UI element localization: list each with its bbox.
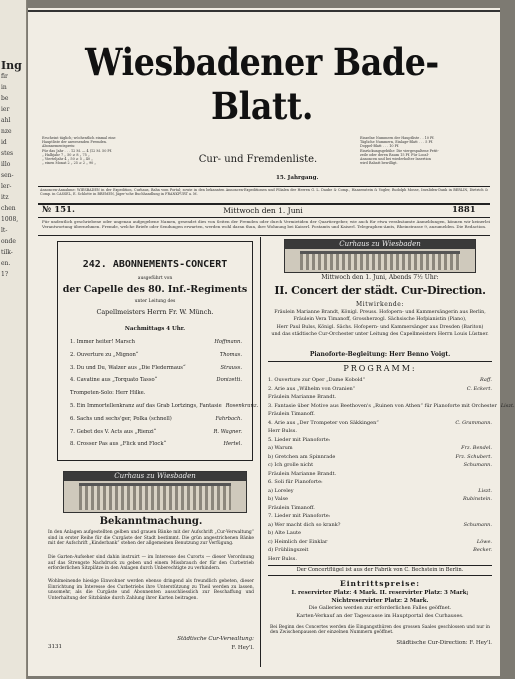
program-composer: Becker.	[473, 547, 492, 553]
margin-fragment: lt-	[1, 227, 8, 234]
program-row	[70, 438, 242, 451]
program-row	[268, 427, 492, 436]
margin-fragment: Ing	[1, 59, 22, 72]
program-title: 4. Cavatine aus „Torquato Tasso“	[70, 377, 158, 384]
masthead-title: Wiesbadener Bade-Blatt.	[85, 40, 439, 128]
performed-by: ausgeführt von	[137, 276, 173, 281]
bekanntmachung-p1: In den Anlagen aufgestellten gelben und grauen Bänke mit der Aufschrift „Cur-Verwaltung“ sind in erster Reihe für die Curgäste der Stadt bestimmt. Die grün angestrichenen Bänke mit der Aufschrift „Kinderbank“ stehen der allgemeinen Benutzung zur Verfügung.	[48, 530, 254, 547]
program-row	[268, 470, 492, 479]
program-title: b) Valse	[268, 496, 288, 502]
bechstein-note: Der Concertflügel ist aus der Fabrik von C. Bechstein in Berlin.	[296, 567, 464, 573]
program-row	[70, 362, 242, 375]
margin-fragment: illo	[1, 161, 11, 168]
curhaus-banner-text-right: Curhaus zu Wiesbaden	[285, 240, 475, 249]
program-composer: C. Eckert.	[466, 385, 492, 392]
newspaper-page	[28, 8, 515, 676]
bandleader: Capellmeisters Herrn Fr. W. Münch.	[96, 308, 214, 316]
program-composer	[488, 436, 492, 445]
cur-direction-sign: Städtische Cur-Direction: F. Hey'l.	[396, 640, 492, 646]
program-row	[70, 400, 259, 413]
program-title: Herr Bulss.	[268, 555, 297, 562]
pricing-line: Doppel-Blatt . . . 10 Pf.	[360, 144, 400, 149]
margin-fragment: be	[1, 95, 9, 102]
curhaus-illustration-right	[284, 239, 476, 273]
program-list	[268, 376, 515, 563]
previous-page-edge	[0, 0, 27, 679]
program-title: 3. Fantasie über Motive aus Beethoven's „Ruinen von Athen“ für Pianoforte mit Orchester	[268, 402, 497, 409]
price-line: Die Gallerien werden zur erforderlichen Falles geöffnet.	[308, 605, 452, 612]
program-composer: Hertel.	[223, 441, 242, 448]
program-title: a) Wer macht dich so krank?	[268, 521, 341, 528]
piano-accompaniment: Pianoforte-Begleitung: Herr Benno Voigt.	[309, 351, 451, 358]
subscription-line: „ Halbjahr 7 „ 50 ≥ 8 „ 75 „	[42, 152, 90, 157]
price-line: I. reservirter Platz: 4 Mark. II. reservirter Platz: 3 Mark;	[291, 590, 469, 596]
program-composer: Rubinstein.	[463, 496, 492, 502]
program-row	[70, 413, 242, 426]
program-row	[70, 336, 242, 349]
programm-heading: PROGRAMM:	[343, 364, 417, 373]
subscription-line: Abonnementspreis:	[42, 144, 76, 149]
program-row	[268, 419, 492, 428]
program-composer: Strauss.	[220, 364, 242, 371]
evening-time: Mittwoch den 1. Juni, Abends 7½ Uhr:	[321, 274, 439, 281]
program-composer	[488, 427, 492, 436]
concert-heading: 242. ABONNEMENTS-CONCERT	[82, 259, 228, 270]
subscription-line: Für das Jahr . . . 12 M. — 4 (12 M. 50 Pf.	[42, 148, 112, 153]
program-composer: R. Wagner.	[213, 428, 242, 435]
program-title: d) Frühlingszeit	[268, 547, 309, 553]
program-title: 1. Immer heiter! Marsch	[70, 339, 135, 345]
subscription-line: Erscheint täglich; wöchentlich einmal eine	[42, 136, 116, 140]
program-row	[268, 538, 492, 547]
program-title: Herr Bulss.	[268, 428, 297, 434]
program-row	[70, 387, 242, 400]
margin-fragment: id	[1, 139, 7, 146]
program-row	[268, 478, 492, 487]
pricing-line: Einrückungsgebühr: Die viergespaltene Petit-	[360, 148, 439, 153]
program-composer: Raff.	[480, 377, 492, 383]
performers-list	[268, 310, 492, 339]
program-title: Fräulein Timanoff.	[268, 411, 315, 417]
program-title: b) Gretchen am Spinnrade	[268, 453, 336, 460]
subscription-line: „ einen Monat 2 „ 25 ≥ 2 „ 90 „	[42, 161, 97, 166]
subscription-line: „ Vierteljahr 4 „ 50 ≥ 5 „ 40 „	[42, 157, 93, 162]
program-composer	[488, 470, 492, 479]
program-title: a) Warum	[268, 445, 293, 451]
margin-fragment: ler-	[1, 183, 12, 190]
program-composer: Fahrbach.	[215, 415, 242, 422]
performer-line: Fräulein Marianne Brandt, Königl. Preuss. Hofopern- und Kammersängerin aus Berlin,	[274, 310, 486, 315]
program-composer	[488, 478, 492, 487]
volume-year: 15. Jahrgang.	[276, 175, 319, 181]
program-title: 5. Lieder mit Pianoforte:	[268, 436, 331, 443]
program-composer: Liszt.	[500, 402, 515, 409]
program-row	[268, 546, 492, 555]
program-row	[70, 349, 242, 362]
program-row	[268, 487, 492, 496]
margin-fragment: fir	[1, 73, 8, 80]
eintrittspreise-heading: Eintrittspreise:	[339, 579, 420, 588]
program-row	[268, 436, 492, 445]
price-line: Karten-Verkauf an der Tagescasse im Hauptportal des Curhauses.	[296, 612, 464, 619]
annoncen-info: Annoncen-Annahme: WIESBADEN in der Expedition, Curhaus, Bahn vom Portal; sowie in den bekannten Annoncen-Expeditionen und Filialen der Herren G. L. Daube & Comp., Haasenstein & Vogler, Rudolph Mosse, Invaliden-Dank in BERLIN, Dietrich & Comp. in CASSEL, E. Schlotte in BREMEN, Jäger'sche Buchhandlung in FRANKFURT a. M.	[40, 188, 488, 197]
margin-fragment: tilk-	[1, 249, 13, 256]
performer-line: Herr Paul Bulss, Königl. Sächs. Hofopern- und Kammersänger aus Dresden (Bariton)	[276, 324, 484, 330]
bekanntmachung-p3: Wohlmeinende hiesige Einwohner werden ebenso dringend als freundlich gebeten, dieser Einrichtung im Interesse des Curbetriebs ihre Unterstützung zu Theil werden zu lassen, unsomehr, als die Curgäste und Abonnenten ausschliesslich zur Beschaffung und Unterhaltung der Sitzbänke durch Zahlung ihrer Karten beitragen.	[48, 579, 254, 601]
program-title: Trompeten-Solo: Herr Hilke.	[70, 390, 146, 397]
program-title: 1. Ouverture zur Oper „Dame Kobold“	[268, 377, 366, 383]
curhaus-illustration-left	[63, 471, 247, 513]
program-title: 8. Crosser Pas aus „Flick und Flock“	[70, 441, 167, 448]
curhaus-banner-text: Curhaus zu Wiesbaden	[64, 472, 246, 481]
program-composer: Schumann.	[463, 462, 492, 468]
page-number: 3131	[48, 644, 62, 650]
program-composer: Thomas.	[219, 351, 242, 358]
program-title: 3. Du und Du, Walzer aus „Die Fledermaus“	[70, 364, 186, 371]
program-row	[268, 555, 492, 564]
band-name: der Capelle des 80. Inf.-Regiments	[62, 284, 248, 295]
program-title: Fräulein Marianne Brandt.	[268, 394, 337, 400]
program-row	[268, 385, 492, 394]
subscription-line: Hauptliste der anwesenden Fremden.	[42, 140, 108, 145]
margin-fragment: ahl	[1, 117, 11, 124]
issue-date: Mittwoch den 1. Juni	[223, 206, 303, 215]
program-title: Fräulein Marianne Brandt.	[268, 470, 337, 477]
program-title: 6. Sachs und sechs'ger, Polka (schnell)	[70, 415, 172, 422]
program-title: 2. Ouverture zu „Mignon“	[70, 351, 139, 358]
program-composer: Donizetti.	[216, 377, 242, 384]
program-row	[268, 402, 515, 411]
program-composer	[488, 410, 492, 419]
redaction-notice: Für undeutlich geschriebene oder ungenau aufgegebene Namen, gesendet dies von Seiten der Fremden oder durch Vermietiden der Quartiergeber, wie auch für etwa verabsäumte Anmeldungen, können wir keinerlei Verantwortung übernehmen. Fremde, welche Briefe oder Sendungen erwarten, werden wohl daran thun, ihre Wohnung bei Kaiserl. Postamts und Kaiserl. Telegraphen-Amts, Rheinstrasse 9, anzumelden. Die Redaction.	[42, 219, 490, 229]
program-title: Fräulein Timanoff.	[268, 504, 315, 511]
program-row	[268, 504, 492, 513]
program-row	[268, 410, 492, 419]
program-row	[70, 374, 242, 387]
program-composer	[488, 512, 492, 521]
pricing-line: wird Rabatt bewilligt.	[360, 161, 398, 166]
program-composer: Schumann.	[463, 521, 492, 528]
top-border	[28, 10, 500, 12]
program-row	[70, 426, 242, 439]
program-title: b) Alte Laute	[268, 530, 301, 536]
program-row	[268, 461, 492, 470]
pricing-line: Tägliche Nummern, Einlage-Blatt . . . 5 Pf.	[360, 140, 434, 145]
pricing-line: Einzelne Nummern der Hauptliste . . 10 Pf.	[360, 136, 435, 140]
pricing-line: Annoncen und bei wiederholter Insertion	[360, 157, 431, 162]
margin-fragment: chen	[1, 205, 16, 212]
program-title: a) Loreley	[268, 487, 294, 494]
pricing-line: zeile oder deren Raum 15 Pf. Für Local-	[360, 152, 429, 157]
program-composer	[238, 387, 242, 400]
program-row	[268, 393, 492, 402]
bekanntmachung-title: Bekanntmachung.	[99, 516, 203, 527]
margin-fragment: onde	[1, 238, 16, 245]
abonnements-concert-box	[57, 241, 259, 461]
program-title: c) Ich grolle nicht	[268, 462, 314, 468]
program-title: c) Heimlich der Einklar	[268, 538, 328, 545]
price-line: Nichtreservirter Platz: 2 Mark.	[331, 597, 429, 604]
under-direction: unter Leitung des	[134, 299, 176, 304]
performer-line: Fräulein Vera Timanoff, Grossherzogl. Sächsische Hofpianistin (Piano),	[293, 317, 467, 323]
program-composer	[488, 504, 492, 513]
program-row	[268, 521, 492, 530]
mitwirkende-label: Mitwirkende:	[355, 301, 405, 308]
margin-fragment: 1?	[1, 271, 9, 278]
program-composer: Rosenkranz.	[225, 402, 259, 409]
margin-fragment: stes	[1, 150, 14, 157]
margin-fragment: nze	[1, 128, 12, 135]
program-composer: C. Grammann.	[455, 419, 492, 426]
concert-program-list	[70, 336, 259, 451]
program-title: 4. Arie aus „Der Trompeter von Säkkingen“	[268, 419, 379, 426]
margin-fragment: sen-	[1, 172, 14, 179]
program-title: 2. Arie aus „Wilhelm von Oranien“	[268, 385, 356, 392]
program-title: 6. Soli für Pianoforte:	[268, 479, 323, 485]
program-row	[268, 453, 492, 462]
bekanntmachung-name: F. Hey'l.	[231, 645, 254, 651]
margin-fragment: itz	[1, 194, 9, 201]
program-composer	[488, 529, 492, 538]
issue-year: 1881	[452, 205, 476, 215]
program-composer	[488, 393, 492, 402]
performer-line: und das städtische Cur-Orchester unter Leitung des Capellmeisters Herrn Louis Lüstner.	[271, 331, 489, 337]
subscription-info	[42, 136, 150, 165]
program-composer: Liszt.	[478, 487, 492, 494]
program-title: 5. Ein Immortellenkranz auf das Grab Lortzings, Fantasie	[70, 402, 222, 409]
subtitle: Cur- und Fremdenliste.	[198, 154, 318, 165]
program-title: 7. Gebet des V. Acts aus „Rienzi“	[70, 428, 157, 435]
program-composer: Löwe.	[476, 538, 492, 545]
bekanntmachung-sign: Städtische Cur-Verwaltung:	[177, 636, 254, 642]
program-row	[268, 495, 492, 504]
program-composer: Frz. Schubert.	[455, 453, 492, 460]
program-title: 7. Lieder mit Pianoforte:	[268, 513, 331, 519]
bekanntmachung-p2: Die Garten-Aufseher sind dahin instruirt — im Interesse des Curorts — dieser Verordnung auf das Strengste Nachdruck zu geben und einem Missbrauch der für den Curbetrieb erforderlichen Sitzplätze in den Anlagen durch Unberechtigte zu verhindern.	[48, 555, 254, 572]
pricing-info	[360, 136, 488, 165]
prices-list	[268, 590, 492, 620]
program-row	[268, 512, 492, 521]
issue-number: № 151.	[42, 205, 75, 215]
program-composer: Hoffmann.	[214, 339, 242, 345]
program-row	[268, 529, 492, 538]
program-composer	[488, 555, 492, 564]
program-row	[268, 376, 492, 385]
program-row	[268, 444, 492, 453]
program-composer: Frz. Bendel.	[461, 445, 492, 451]
margin-fragment: 1008,	[1, 216, 19, 223]
margin-fragment: in	[1, 84, 7, 91]
cur-concert-title: II. Concert der städt. Cur-Direction.	[274, 284, 486, 297]
margin-fragment: en.	[1, 260, 11, 267]
margin-fragment: ier	[1, 106, 10, 113]
concert-time: Nachmittags 4 Uhr.	[124, 326, 186, 332]
closing-note: Bei Beginn des Concertes werden die Eingangsthüren des grossen Saales geschlossen und nur in den Zwischenpausen der einzelnen Nummern geöffnet.	[270, 625, 490, 636]
